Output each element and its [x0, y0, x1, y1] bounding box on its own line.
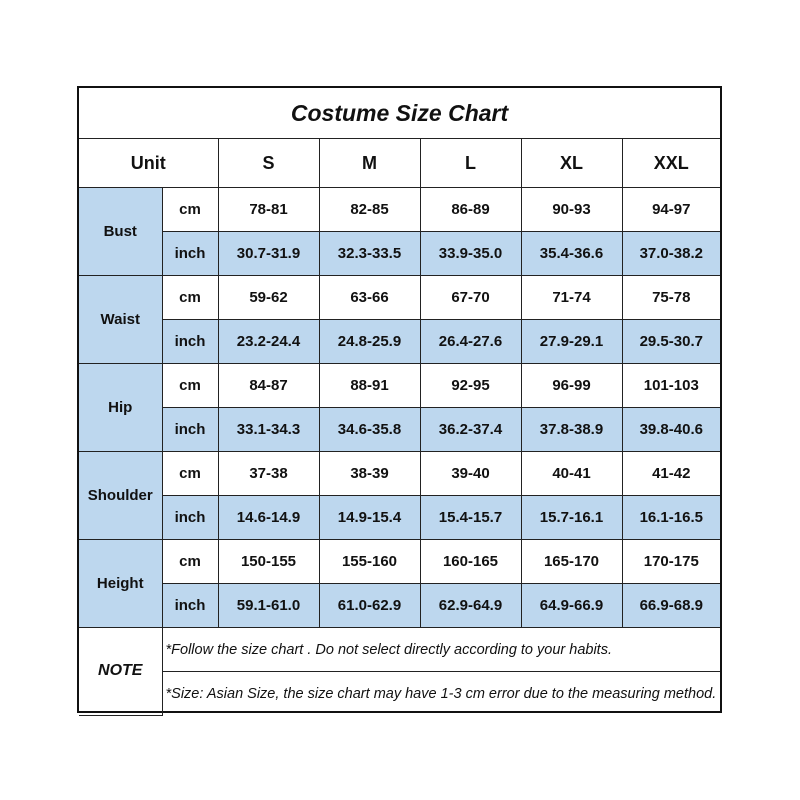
table-cell: 37-38 — [218, 452, 319, 496]
table-cell: 71-74 — [521, 276, 622, 320]
category-waist: Waist — [79, 276, 162, 364]
table-cell: 67-70 — [420, 276, 521, 320]
unit-inch: inch — [162, 496, 218, 540]
note-row — [79, 672, 720, 716]
table-cell: 84-87 — [218, 364, 319, 408]
table-cell: 88-91 — [319, 364, 420, 408]
table-cell: 23.2-24.4 — [218, 320, 319, 364]
table-cell: 15.7-16.1 — [521, 496, 622, 540]
table-row — [79, 496, 720, 540]
table-cell: 35.4-36.6 — [521, 232, 622, 276]
unit-header: Unit — [79, 139, 218, 188]
size-header-xl: XL — [521, 139, 622, 188]
table-cell: 38-39 — [319, 452, 420, 496]
note-row — [79, 628, 720, 672]
table-cell: 155-160 — [319, 540, 420, 584]
table-row — [79, 584, 720, 628]
table-cell: 86-89 — [420, 188, 521, 232]
chart-title: Costume Size Chart — [79, 88, 720, 139]
table-cell: 24.8-25.9 — [319, 320, 420, 364]
unit-inch: inch — [162, 232, 218, 276]
table-cell: 30.7-31.9 — [218, 232, 319, 276]
table-cell: 27.9-29.1 — [521, 320, 622, 364]
table-cell: 33.1-34.3 — [218, 408, 319, 452]
table-cell: 82-85 — [319, 188, 420, 232]
table-cell: 33.9-35.0 — [420, 232, 521, 276]
unit-cm: cm — [162, 452, 218, 496]
table-cell: 66.9-68.9 — [622, 584, 720, 628]
unit-cm: cm — [162, 540, 218, 584]
header-row — [79, 139, 720, 188]
table-cell: 92-95 — [420, 364, 521, 408]
unit-inch: inch — [162, 320, 218, 364]
table-row — [79, 188, 720, 232]
table-cell: 78-81 — [218, 188, 319, 232]
size-chart — [77, 86, 722, 713]
table-cell: 96-99 — [521, 364, 622, 408]
size-header-s: S — [218, 139, 319, 188]
table-cell: 64.9-66.9 — [521, 584, 622, 628]
table-cell: 29.5-30.7 — [622, 320, 720, 364]
table-cell: 59.1-61.0 — [218, 584, 319, 628]
note-line-2: *Size: Asian Size, the size chart may have 1-3 cm error due to the measuring method. — [162, 672, 720, 716]
category-height: Height — [79, 540, 162, 628]
table-cell: 101-103 — [622, 364, 720, 408]
table-row — [79, 232, 720, 276]
table-cell: 26.4-27.6 — [420, 320, 521, 364]
table-row — [79, 276, 720, 320]
category-bust: Bust — [79, 188, 162, 276]
category-hip: Hip — [79, 364, 162, 452]
unit-cm: cm — [162, 364, 218, 408]
category-shoulder: Shoulder — [79, 452, 162, 540]
table-cell: 39.8-40.6 — [622, 408, 720, 452]
table-cell: 59-62 — [218, 276, 319, 320]
table-cell: 39-40 — [420, 452, 521, 496]
table-row — [79, 364, 720, 408]
table-cell: 94-97 — [622, 188, 720, 232]
table-cell: 37.8-38.9 — [521, 408, 622, 452]
table-cell: 170-175 — [622, 540, 720, 584]
unit-inch: inch — [162, 584, 218, 628]
table-row — [79, 320, 720, 364]
table-cell: 37.0-38.2 — [622, 232, 720, 276]
note-label: NOTE — [79, 628, 162, 716]
unit-inch: inch — [162, 408, 218, 452]
table-cell: 16.1-16.5 — [622, 496, 720, 540]
table-cell: 15.4-15.7 — [420, 496, 521, 540]
table-row — [79, 452, 720, 496]
table-row — [79, 408, 720, 452]
size-header-m: M — [319, 139, 420, 188]
table-cell: 62.9-64.9 — [420, 584, 521, 628]
unit-cm: cm — [162, 188, 218, 232]
table-cell: 61.0-62.9 — [319, 584, 420, 628]
table-cell: 150-155 — [218, 540, 319, 584]
table-cell: 14.9-15.4 — [319, 496, 420, 540]
table-cell: 165-170 — [521, 540, 622, 584]
table-cell: 41-42 — [622, 452, 720, 496]
table-cell: 75-78 — [622, 276, 720, 320]
unit-cm: cm — [162, 276, 218, 320]
size-header-xxl: XXL — [622, 139, 720, 188]
table-cell: 90-93 — [521, 188, 622, 232]
table-cell: 160-165 — [420, 540, 521, 584]
table-cell: 63-66 — [319, 276, 420, 320]
size-table — [79, 88, 720, 716]
table-cell: 36.2-37.4 — [420, 408, 521, 452]
table-cell: 40-41 — [521, 452, 622, 496]
table-cell: 32.3-33.5 — [319, 232, 420, 276]
table-cell: 34.6-35.8 — [319, 408, 420, 452]
note-line-1: *Follow the size chart . Do not select directly according to your habits. — [162, 628, 720, 672]
table-cell: 14.6-14.9 — [218, 496, 319, 540]
size-header-l: L — [420, 139, 521, 188]
table-row — [79, 540, 720, 584]
